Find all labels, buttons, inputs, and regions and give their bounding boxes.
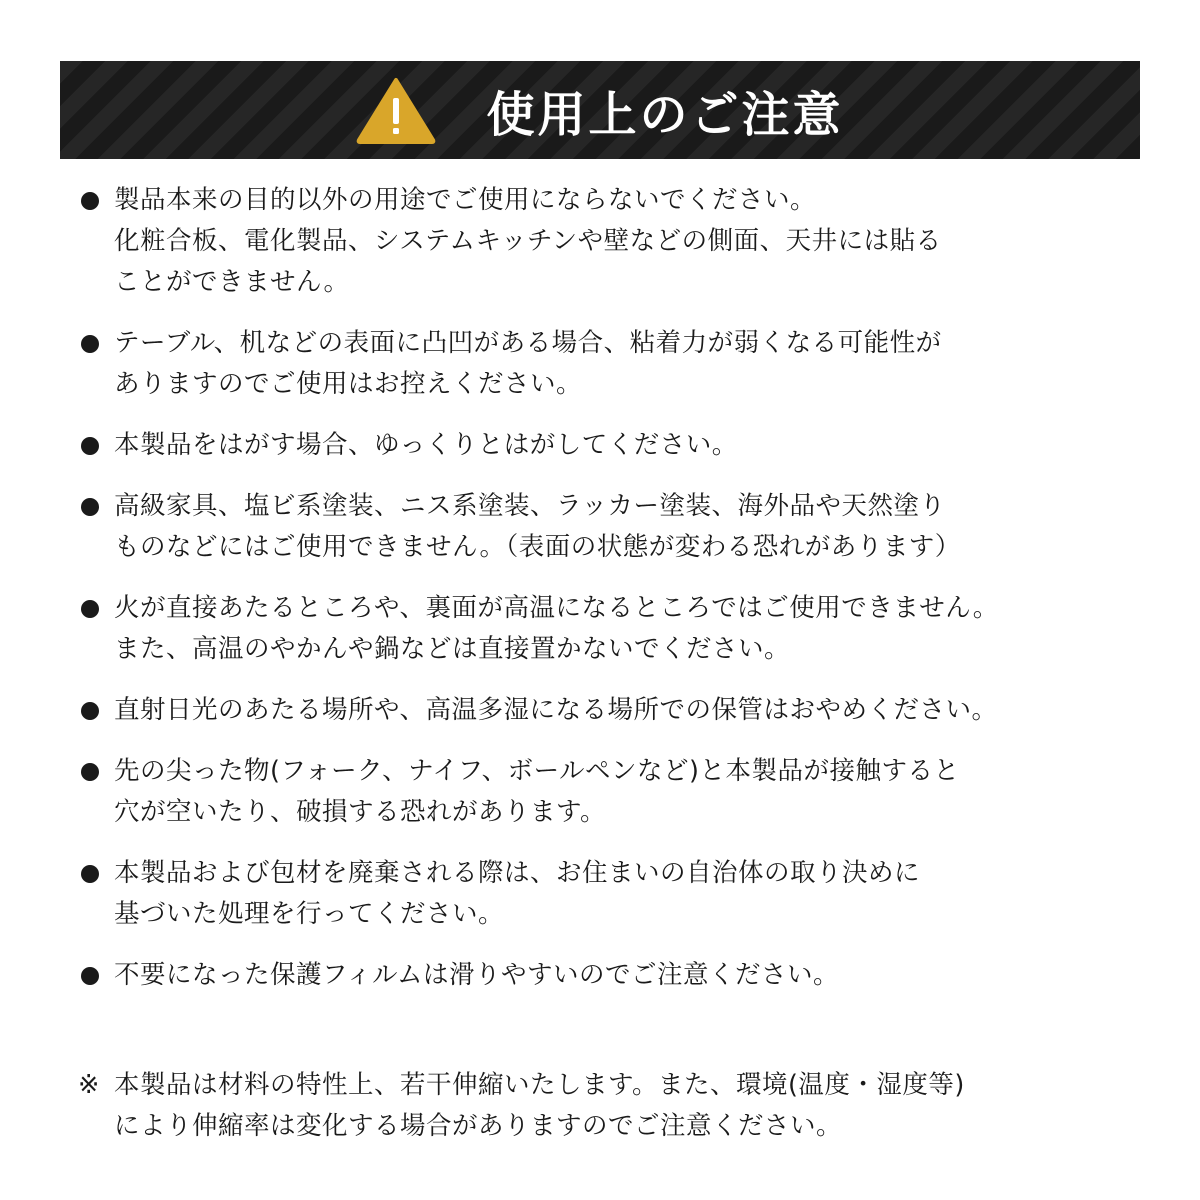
note-line: 化粧合板、電化製品、システムキッチンや壁などの側面、天井には貼る (114, 226, 942, 256)
header-banner (60, 61, 1140, 159)
notes-list (78, 180, 1128, 1016)
note-line: テーブル、机などの表面に凸凹がある場合、粘着力が弱くなる可能性が (114, 328, 942, 358)
bullet-icon (81, 600, 99, 618)
note-item-9 (78, 955, 1128, 996)
bullet-icon (81, 967, 99, 985)
note-line: 火が直接あたるところや、裏面が高温になるところではご使用できません。 (114, 593, 999, 623)
note-item-2 (78, 323, 1128, 405)
note-line: 基づいた処理を行ってください。 (114, 899, 505, 929)
reference-mark-icon: ※ (78, 1070, 100, 1100)
note-line: 先の尖った物(フォーク、ナイフ、ボールペンなど)と本製品が接触すると (114, 756, 960, 786)
note-item-7 (78, 751, 1128, 833)
bullet-icon (81, 498, 99, 516)
note-line: 製品本来の目的以外の用途でご使用にならないでください。 (114, 185, 817, 215)
note-line: ことができません。 (114, 267, 350, 297)
footnote-line: により伸縮率は変化する場合がありますのでご注意ください。 (114, 1111, 843, 1141)
note-line: ありますのでご使用はお控えください。 (114, 369, 583, 399)
bullet-icon (81, 865, 99, 883)
note-line: 本製品をはがす場合、ゆっくりとはがしてください。 (114, 430, 738, 460)
note-line: 不要になった保護フィルムは滑りやすいのでご注意ください。 (114, 960, 839, 990)
note-line: 本製品および包材を廃棄される際は、お住まいの自治体の取り決めに (114, 858, 921, 888)
note-item-1 (78, 180, 1128, 303)
bullet-icon (81, 192, 99, 210)
note-line: 高級家具、塩ビ系塗装、ニス系塗装、ラッカー塗装、海外品や天然塗り (114, 491, 946, 521)
footnote-line: 本製品は材料の特性上、若干伸縮いたします。また、環境(温度・湿度等) (114, 1070, 965, 1100)
note-item-3 (78, 425, 1128, 466)
bullet-icon (81, 335, 99, 353)
note-item-5 (78, 588, 1128, 670)
note-line: ものなどにはご使用できません。（表面の状態が変わる恐れがあります） (114, 532, 961, 562)
header-content (356, 76, 843, 145)
page-title: 使用上のご注意 (486, 86, 844, 143)
bullet-icon (81, 702, 99, 720)
note-line: 穴が空いたり、破損する恐れがあります。 (114, 797, 606, 827)
note-item-6 (78, 690, 1128, 731)
bullet-icon (81, 763, 99, 781)
bullet-icon (81, 437, 99, 455)
footnote (78, 1065, 1164, 1147)
note-line: また、高温のやかんや鍋などは直接置かないでください。 (114, 634, 791, 664)
note-line: 直射日光のあたる場所や、高温多湿になる場所での保管はおやめください。 (114, 695, 998, 725)
note-item-8 (78, 853, 1128, 935)
warning-icon (356, 76, 436, 144)
note-item-4 (78, 486, 1128, 568)
